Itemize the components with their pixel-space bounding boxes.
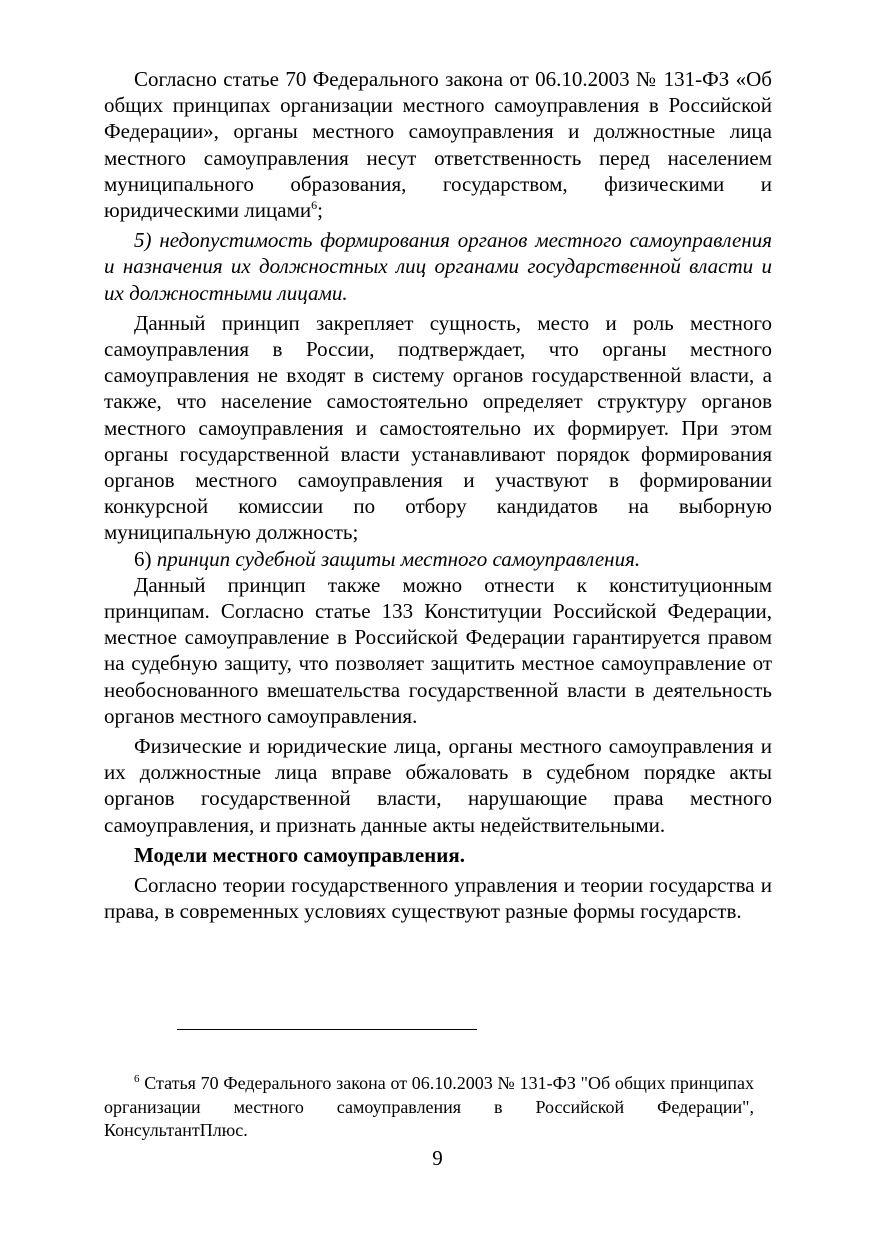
footnote-number: 6 [134, 1073, 140, 1085]
page-number: 9 [432, 1146, 443, 1170]
paragraph-7: Согласно теории государственного управления и теории государства и права, в современных условиях существуют разные формы государств. [104, 873, 772, 924]
section-heading: Модели местного самоуправления. [134, 842, 465, 867]
footnote-divider [177, 1029, 477, 1030]
page-body [104, 66, 772, 925]
footnote-text: Статья 70 Федерального закона от 06.10.2003 № 131-ФЗ "Об общих принципах организации местного самоуправления в Российской Федерации", КонсультантПлюс. [104, 1073, 754, 1140]
paragraph-6: Физические и юридические лица, органы местного самоуправления и их должностные лица вправе обжаловать в судебном порядке акты органов государственной власти, нарушающие права местного самоуправления, и признать данные акты недействительными. [104, 734, 772, 837]
footnote [104, 1072, 754, 1143]
paragraph-3: Данный принцип закрепляет сущность, место и роль местного самоуправления в России, подтверждает, что органы местного самоуправления не входят в систему органов государственной власти, а также, что население самостоятельно определяет структуру органов местного самоуправления и самостоятельно их формирует. При этом органы государственной власти устанавливают порядок формирования органов местного самоуправления и участвуют в формировании конкурсной комиссии по отбору кандидатов на выборную муниципальную должность; [104, 310, 772, 545]
paragraph-1-text: Согласно статье 70 Федерального закона от 06.10.2003 № 131-ФЗ «Об общих принципах организации местного самоуправления в Российской Федерации», органы местного самоуправления и должностные лица местного самоуправления несут ответственность перед населением муниципального образования, государством, физическими и юридическими лицами [104, 67, 772, 223]
paragraph-4 [104, 546, 772, 572]
paragraph-1-tail: ; [317, 198, 323, 223]
paragraph-2: 5) недопустимость формирования органов местного самоуправления и назначения их должностных лиц органами государственной власти и их должностными лицами. [104, 228, 772, 305]
paragraph-5: Данный принцип также можно отнести к конституционным принципам. Согласно статье 133 Конституции Российской Федерации, местное самоуправление в Российской Федерации гарантируется правом на судебную защиту, что позволяет защитить местное самоуправление от необоснованного вмешательства государственной власти в деятельность органов местного самоуправления. [104, 572, 772, 728]
footnote-reference[interactable]: 6 [311, 198, 318, 213]
paragraph-4-number: 6) [134, 546, 157, 571]
paragraph-4-italic: принцип судебной защиты местного самоуправления. [156, 546, 641, 571]
paragraph-1 [104, 66, 772, 223]
